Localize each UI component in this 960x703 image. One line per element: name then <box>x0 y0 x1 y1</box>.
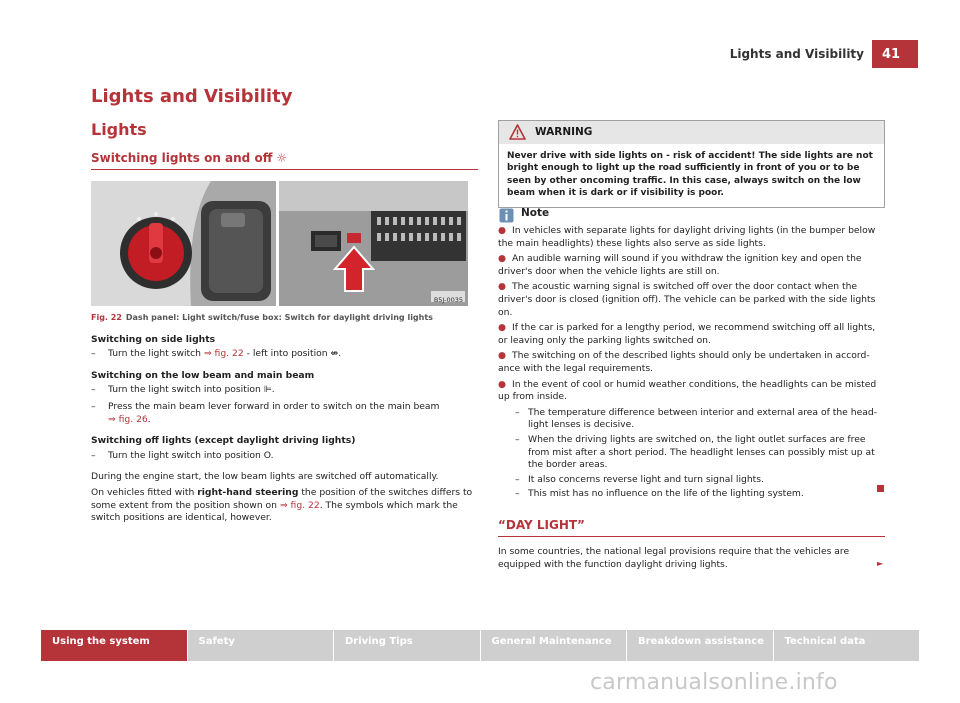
figure-label: Fig. 22 <box>91 313 122 322</box>
bullet-icon: ● <box>498 225 507 236</box>
info-icon <box>499 208 514 223</box>
text: If the car is parked for a lengthy period, we recommend switching off all lights, or leaving only the parking lights switched on. <box>498 322 876 346</box>
left-column <box>91 312 478 528</box>
note-header <box>498 207 885 223</box>
text: . The symbols which mark the switch positions are identical, however. <box>91 499 458 524</box>
day-light-text: In some countries, the national legal provisions require that the vehicles are equipped with the function daylight driving lights. <box>498 546 850 570</box>
dash-panel-photo <box>91 181 468 306</box>
figure-caption <box>91 312 478 325</box>
warning-header <box>499 121 884 144</box>
page-number: 41 <box>872 40 918 68</box>
watermark: carmanualsonline.info <box>590 670 838 695</box>
bullet-icon: ● <box>498 322 507 334</box>
figure-code: B5J-0035 <box>433 296 463 304</box>
side-lights-heading: Switching on side lights <box>91 333 216 345</box>
text: The switching on of the described lights should only be undertaken in accord-ance with the legal requirements. <box>498 350 870 374</box>
paragraph <box>91 487 478 525</box>
low-main-beam-heading: Switching on the low beam and main beam <box>91 369 315 381</box>
fig-link[interactable]: ⇒ fig. 22 <box>203 348 244 360</box>
footer-nav <box>41 630 919 661</box>
note-subitem: – It also concerns reverse light and turn signal lights. <box>498 474 885 487</box>
note-bullet <box>498 253 885 278</box>
note-bullet <box>498 350 885 375</box>
note-bullet <box>498 225 885 250</box>
warning-text: Never drive with side lights on - risk of accident! The side lights are not bright enough to light up the road sufficiently in front of you or to be seen by other oncoming traffic. In this case, always switch on the low beam when it is dark or if visibility is poor. <box>507 151 873 199</box>
warning-title: WARNING <box>535 126 593 138</box>
tab-technical-data[interactable]: Technical data <box>774 630 920 661</box>
bullet-icon: ● <box>498 378 507 390</box>
note-title: Note <box>521 207 550 219</box>
note-section <box>498 207 885 503</box>
figure-caption-text: Dash panel: Light switch/fuse box: Switch for daylight driving lights <box>125 313 433 322</box>
note-bullet <box>498 322 885 347</box>
fig-link[interactable]: ⇒ fig. 26 <box>108 413 148 425</box>
text: In vehicles with separate lights for daylight driving lights (in the bumper below the main headlights) these lights also serve as side lights. <box>498 225 876 249</box>
warning-icon <box>509 124 526 140</box>
chapter-title: Lights and Visibility <box>91 86 293 107</box>
day-light-heading: “DAY LIGHT” <box>498 518 585 532</box>
text: Turn the light switch <box>108 348 204 360</box>
figure-dash-panel <box>91 181 468 306</box>
text: The acoustic warning signal is switched off over the door contact when the driver's door is closed (ignition off). The vehicle can be parked with the side lights on. <box>498 281 876 318</box>
section-title: Lights <box>91 120 147 139</box>
tab-safety[interactable]: Safety <box>188 630 334 661</box>
note-bullet <box>498 281 885 319</box>
text: - left into position ⇎. <box>243 348 342 360</box>
note-bullet <box>498 379 885 404</box>
list-item <box>91 401 478 426</box>
note-subitem: – The temperature difference between interior and external area of the head-light lenses is decisive. <box>498 407 885 432</box>
tab-general-maintenance[interactable]: General Maintenance <box>481 630 627 661</box>
text: the position of the switches differs to some extent from the position shown on <box>91 486 473 511</box>
bullet-icon: ● <box>498 350 507 362</box>
text: . <box>147 413 151 425</box>
continue-arrow-icon: ► <box>877 559 884 568</box>
list-item: – Turn the light switch into position ⊫. <box>91 384 478 397</box>
text: In the event of cool or humid weather conditions, the headlights can be misted up from inside. <box>498 378 877 403</box>
subsection-title <box>91 151 287 165</box>
running-header-title: Lights and Visibility <box>729 47 864 61</box>
bullet-icon: ● <box>498 253 507 265</box>
note-subitem: – When the driving lights are switched on, the light outlet surfaces are free from mist after a short period. The headlight lenses can possibly mist up at the border areas. <box>498 434 885 472</box>
tab-using-the-system[interactable]: Using the system <box>41 630 187 661</box>
text: On vehicles fitted with <box>91 486 198 498</box>
tab-breakdown-assistance[interactable]: Breakdown assistance <box>627 630 773 661</box>
text: Press the main beam lever forward in order to switch on the main beam <box>108 400 440 412</box>
tab-driving-tips[interactable]: Driving Tips <box>334 630 480 661</box>
section-end-marker <box>877 485 884 492</box>
text: An audible warning will sound if you withdraw the ignition key and open the driver's door when the vehicle lights are still on. <box>498 253 862 277</box>
warning-box <box>498 120 885 208</box>
bullet-icon: ● <box>498 281 507 293</box>
list-item <box>91 348 478 361</box>
subsection-title-text: Switching lights on and off <box>91 151 273 165</box>
heading-divider <box>498 536 885 537</box>
heading-divider <box>91 169 478 170</box>
bold-text: right-hand steering <box>197 486 299 498</box>
sun-icon: ☼ <box>276 151 288 165</box>
note-subitem: – This mist has no influence on the life of the lighting system. <box>498 488 885 501</box>
lights-off-heading: Switching off lights (except daylight driving lights) <box>91 435 356 447</box>
list-item: – Turn the light switch into position O. <box>91 450 478 463</box>
page-header <box>0 40 918 68</box>
fig-link[interactable]: ⇒ fig. 22 <box>279 499 320 511</box>
paragraph: During the engine start, the low beam lights are switched off automatically. <box>91 471 439 483</box>
